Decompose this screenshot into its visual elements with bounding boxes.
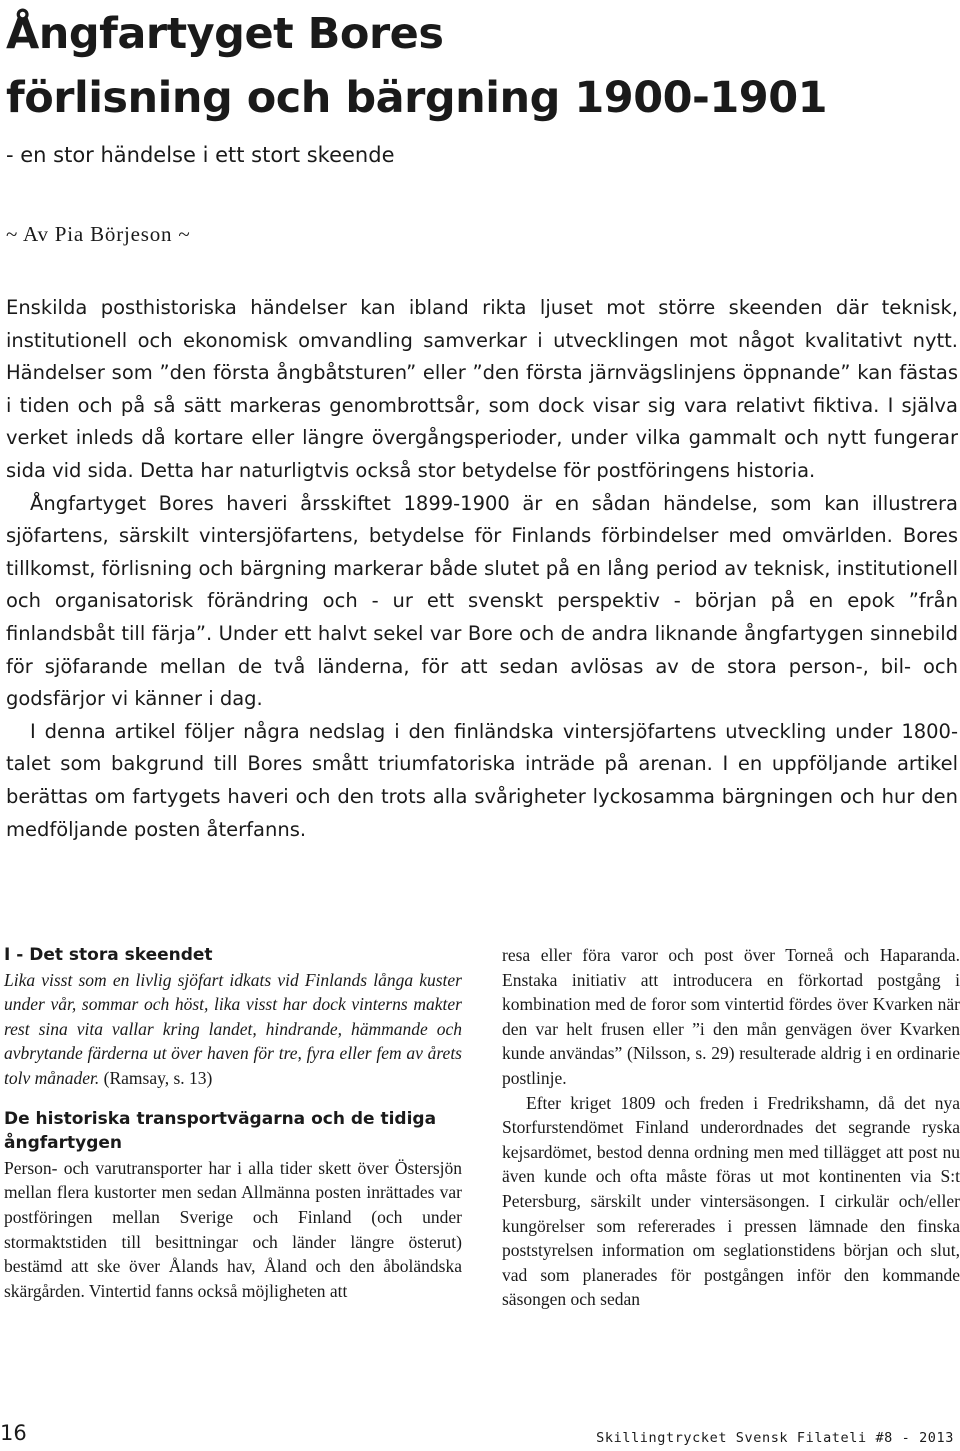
article-title	[6, 2, 956, 130]
left-column	[4, 943, 462, 1303]
section-heading: De historiska transportvägarna och de tidiga ångfartygen	[4, 1108, 437, 1154]
quote-text: Lika visst som en livlig sjöfart idkats vid Finlands långa kuster under vår, sommar och höst, lika visst har dock vinterns makter rest sina vita vallar kring landet, hindrande, hämmande och avbrytande färderna ut över haven för tre, fyra eller fem av årets tolv månader.	[4, 969, 462, 1088]
right-column	[502, 943, 960, 1312]
title-line-2: förlisning och bärgning 1900-1901	[6, 73, 828, 123]
page-number: 16	[0, 1421, 27, 1445]
quote-source: (Ramsay, s. 13)	[103, 1067, 213, 1088]
epigraph-quote	[4, 968, 462, 1091]
publication-footer: Skillingtrycket Svensk Filateli #8 - 2013	[596, 1430, 954, 1446]
section-heading: I - Det stora skeendet	[4, 945, 213, 965]
author-byline: ~ Av Pia Börjeson ~	[6, 222, 191, 246]
body-paragraph: Person- och varutransporter har i alla tider skett över Östersjön mellan flera kustorter men sedan Allmänna posten inrättades var postföringen mellan Sverige och Finland (och under stormaktstiden till besittningar och länder längre österut) bestämd att ske över Ålands hav, Åland och den åboländska skärgården. Vintertid fanns också möjligheten att	[4, 1157, 462, 1301]
intro-paragraph: Enskilda posthistoriska händelser kan ibland rikta ljuset mot större skeenden där teknisk, institutionell och ekonomisk omvandling samverkar i utvecklingen mot något kvalitativt nytt. Händelser som ”den första ångbåtsturen” eller ”den första järnvägslinjens öppnande” kan fästas i tiden och på så sätt markeras genombrottsår, som dock visar sig vara relativt fiktiva. I själva verket inleds då kortare eller längre övergångsperioder, under vilka gammalt och nytt fungerar sida vid sida. Detta har naturligtvis också stor betydelse för postföringens historia.	[6, 296, 958, 482]
intro-text	[6, 292, 958, 846]
body-paragraph: Efter kriget 1809 och freden i Fredrikshamn, då det nya Storfurstendömet Finland underordnades det segrande ryska kejsardömet, bestod denna ordning men med tillägget att post nu även kunde och ofta måste föras ut mot kontinenten via S:t Petersburg, särskilt under vintersäsongen. I cirkulär och/eller kungörelser som refererades i pressen lämnade den finska poststyrelsen information om seglationstidens början och slut, vad som planerades för postgången inför den kommande säsongen och sedan	[502, 1092, 960, 1310]
article-subtitle: - en stor händelse i ett stort skeende	[6, 143, 395, 167]
title-line-1: Ångfartyget Bores	[6, 9, 444, 59]
intro-paragraph: Ångfartyget Bores haveri årsskiftet 1899-1900 är en sådan händelse, som kan illustrera sjöfartens, särskilt vintersjöfartens, betydelse för Finlands förbindelser med omvärlden. Bores tillkomst, förlisning och bärgning markerar både slutet på en lång period av teknisk, institutionell och organisatorisk förändring och - ur ett svenskt perspektiv - början på en epok ”från finlandsbåt till färja”. Under ett halvt sekel var Bore och de andra liknande ångfartygen sinnebild för sjöfarande mellan de två länderna, för att sedan avlösas av de stora person-, bil- och godsfärjor vi känner i dag.	[6, 491, 958, 711]
body-paragraph: resa eller föra varor och post över Torneå och Haparanda. Enstaka initiativ att introducera en förkortad postgång i kombination med de foror som vintertid fördes över Kvarken när den var helt frusen eller ”i den mån genvägen över Kvarken kunde användas” (Nilsson, s. 29) resulterade aldrig i en ordinarie postlinje.	[502, 945, 960, 1088]
intro-paragraph: I denna artikel följer några nedslag i den finländska vintersjöfartens utveckling under 1800-talet som bakgrund till Bores smått triumfatoriska inträde på arenan. I en uppföljande artikel berättas om fartygets haveri och den trots alla svårigheter lyckosamma bärgningen och hur den medföljande posten återfanns.	[6, 719, 958, 841]
